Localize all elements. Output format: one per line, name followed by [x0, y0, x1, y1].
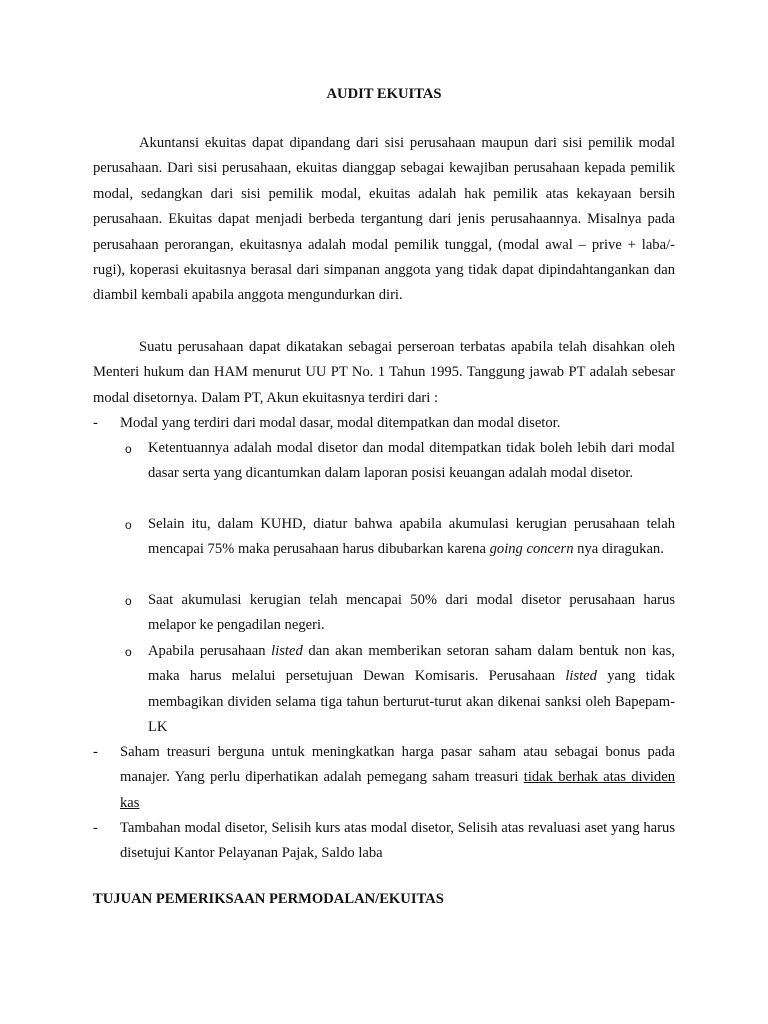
list-dash-marker: -: [93, 415, 98, 431]
listed-term: listed: [565, 668, 597, 685]
list-bullet-marker: o: [125, 594, 132, 608]
list-bullet-marker: o: [125, 645, 132, 659]
sub-item-kuhd-text-b: nya diragukan.: [573, 541, 664, 558]
list-bullet-marker: o: [125, 442, 132, 456]
sub-item-listed-text-b: dan akan memberikan setoran saham dalam bentuk non kas, maka harus melalui persetujuan Dewan Komisaris. Perusahaan: [148, 643, 675, 685]
going-concern-term: going concern: [489, 541, 574, 558]
list-bullet-marker: o: [125, 518, 132, 532]
list-dash-marker: -: [93, 744, 98, 760]
list-item-saham-treasuri: [120, 740, 675, 816]
paragraph-perseroan-terbatas: Suatu perusahaan dapat dikatakan sebagai perseroan terbatas apabila telah disahkan oleh Menteri hukum dan HAM menurut UU PT No. 1 Tahun 1995. Tanggung jawab PT adalah sebesar modal disetornya. Dalam PT, Akun ekuitasnya terdiri dari :: [93, 339, 675, 406]
document-title: AUDIT EKUITAS: [326, 86, 442, 102]
saham-treasuri-text: Saham treasuri berguna untuk meningkatkan harga pasar saham atau sebagai bonus pada manajer. Yang perlu diperhatikan adalah pemegang saham treasuri: [120, 744, 675, 786]
paragraph-ekuitas-definition: Akuntansi ekuitas dapat dipandang dari sisi perusahaan maupun dari sisi pemilik modal perusahaan. Dari sisi perusahaan, ekuitas dianggap sebagai kewajiban perusahaan kepada pemilik modal, sedangkan dari sisi pemilik modal, ekuitas adalah hak pemilik atas kekayaan bersih perusahaan. Ekuitas dapat menjadi berbeda tergantung dari jenis perusahaannya. Misalnya pada perusahaan perorangan, ekuitasnya adalah modal pemilik tunggal, (modal awal – prive + laba/- rugi), koperasi ekuitasnya berasal dari simpanan anggota yang tidak dapat dipindahtangankan dan diambil kembali apabila anggota mengundurkan diri.: [93, 135, 675, 304]
sub-item-listed-text-c: yang tidak membagikan dividen selama tiga tahun berturut-turut akan dikenai sanksi oleh Bapepam-LK: [148, 668, 675, 736]
sub-item-akumulasi-kerugian: Saat akumulasi kerugian telah mencapai 50% dari modal disetor perusahaan harus melapor ke pengadilan negeri.: [148, 592, 675, 634]
sub-item-perusahaan-listed: [148, 639, 675, 741]
underlined-dividen-kas: tidak berhak atas dividen kas: [120, 769, 675, 811]
sub-item-ketentuan: Ketentuannya adalah modal disetor dan modal ditempatkan tidak boleh lebih dari modal dasar serta yang dicantumkan dalam laporan posisi keuangan adalah modal disetor.: [148, 440, 675, 482]
sub-item-listed-text-a: Apabila perusahaan: [148, 643, 272, 659]
listed-term: listed: [271, 643, 303, 659]
sub-item-kuhd: [148, 512, 675, 563]
list-item-modal: Modal yang terdiri dari modal dasar, modal ditempatkan dan modal disetor.: [120, 415, 561, 431]
sub-item-kuhd-text-a: Selain itu, dalam KUHD, diatur bahwa apabila akumulasi kerugian perusahaan telah mencapai 75% maka perusahaan harus dibubarkan karena: [148, 516, 675, 558]
section-heading-tujuan: TUJUAN PEMERIKSAAN PERMODALAN/EKUITAS: [93, 891, 444, 907]
list-dash-marker: -: [93, 820, 98, 836]
list-item-tambahan-modal: Tambahan modal disetor, Selisih kurs atas modal disetor, Selisih atas revaluasi aset yang harus disetujui Kantor Pelayanan Pajak, Saldo laba: [120, 820, 675, 862]
